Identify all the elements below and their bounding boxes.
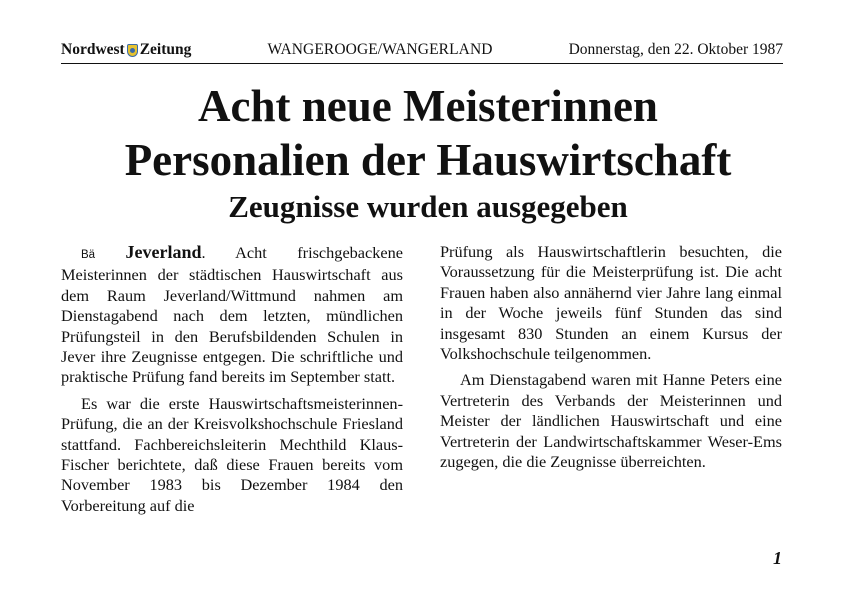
article-paragraph (61, 242, 403, 388)
paragraph-text: . Acht frischgebackene Meisterinnen der städtischen Hauswirtschaft aus dem Raum Jeverland/Wittmund nahmen am Dienstagabend nach dem letzten, mündlichen Prüfungsteil in den Berufsbildenden Schulen in Jever ihre Zeugnisse entgegen. Die schriftliche und praktische Prüfung fand bereits im September statt. (61, 243, 403, 387)
newspaper-brand (61, 41, 191, 59)
article-paragraph: Am Dienstagabend waren mit Hanne Peters eine Vertreterin des Verbands der Meisterinnen und Meister der ländlichen Hauswirtschaft und eine Vertreterin der Landwirtschaftskammer Weser-Ems zugegen, die die Zeugnisse überreichten. (440, 370, 782, 472)
section-title: WANGEROOGE/WANGERLAND (267, 41, 493, 58)
article-paragraph: Es war die erste Hauswirtschaftsmeisterinnen-Prüfung, die an der Kreisvolkshochschule Friesland stattfand. Fachbereichsleiterin Mechthild Klaus-Fischer berichtete, daß diese Frauen bereits vom November 1983 bis Dezember 1984 den Vorbereitung auf die (61, 393, 403, 515)
crest-icon (127, 44, 138, 57)
page-number: 1 (773, 548, 782, 568)
article-paragraph: Prüfung als Hauswirtschaftlerin besuchten, die Voraussetzung für die Meisterprüfung ist. Die acht Frauen haben also annähernd vier Jahre lang einmal in der Woche jeweils fünf Stunden das sind insgesamt 830 Stunden an einem Kursus der Volkshochschule teilgenommen. (440, 242, 782, 364)
issue-date: Donnerstag, den 22. Oktober 1987 (568, 41, 783, 58)
headline-line-2: Personalien der Hauswirtschaft (124, 135, 732, 185)
subheadline: Zeugnisse wurden ausgegeben (228, 189, 628, 224)
author-initials: Bä (81, 249, 96, 261)
headline-line-1: Acht neue Meisterinnen (198, 81, 658, 131)
article-column-right (440, 242, 782, 472)
article-column-left (61, 242, 403, 516)
masthead (61, 40, 783, 64)
dateline-place: Jeverland (125, 242, 202, 262)
brand-name-left: Nordwest (61, 41, 125, 58)
brand-name-right: Zeitung (139, 41, 192, 58)
